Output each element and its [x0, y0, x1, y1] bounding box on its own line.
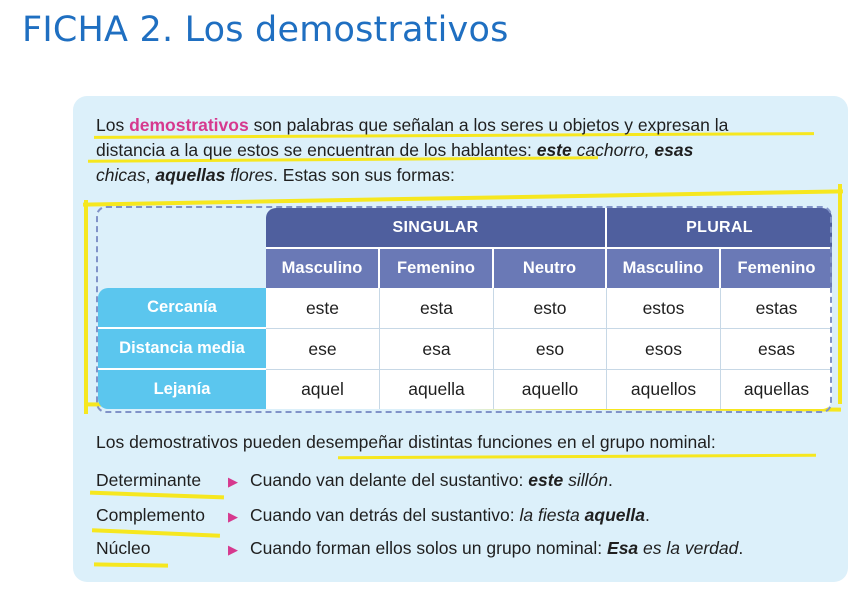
- table-cell: esos: [607, 329, 721, 370]
- function-term: Determinante: [96, 470, 202, 490]
- row-header: Lejanía: [98, 370, 266, 409]
- functions-intro: Los demostrativos pueden desempeñar distintas funciones en el grupo nominal:: [96, 432, 716, 452]
- function-item-nucleo: Núcleo ▶ Cuando forman ellos solos un grupo nominal: Esa es la verdad.: [96, 538, 744, 558]
- column-header: Masculino: [607, 247, 721, 288]
- table-row: [98, 288, 832, 329]
- row-header: Distancia media: [98, 329, 266, 370]
- triangle-right-icon: ▶: [228, 542, 238, 557]
- table-row: [98, 370, 832, 409]
- triangle-right-icon: ▶: [228, 509, 238, 524]
- group-header-singular: SINGULAR: [266, 208, 607, 247]
- function-term: Núcleo: [96, 538, 151, 558]
- function-item-complemento: Complemento ▶ Cuando van detrás del sustantivo: la fiesta aquella.: [96, 505, 650, 525]
- table-cell: aquellas: [721, 370, 832, 409]
- keyword-demostrativos: demostrativos: [129, 115, 249, 135]
- table-cell: esa: [380, 329, 494, 370]
- column-header: Masculino: [266, 247, 380, 288]
- table-cell: ese: [266, 329, 380, 370]
- column-header: Femenino: [380, 247, 494, 288]
- group-header-plural: PLURAL: [607, 208, 832, 247]
- function-item-determinante: Determinante ▶ Cuando van delante del sustantivo: este sillón.: [96, 470, 613, 490]
- table-cell: esto: [494, 288, 607, 329]
- function-term: Complemento: [96, 505, 205, 525]
- table-cell: eso: [494, 329, 607, 370]
- table-cell: estas: [721, 288, 832, 329]
- triangle-right-icon: ▶: [228, 474, 238, 489]
- highlight-mark: [84, 200, 88, 414]
- intro-paragraph: Los demostrativos son palabras que señalan a los seres u objetos y expresan la distancia a la que estos se encuentran de los hablantes: este cachorro, esas chicas, aquellas flores. Estas son sus formas:: [96, 115, 729, 185]
- table-cell: este: [266, 288, 380, 329]
- table-cell: aquello: [494, 370, 607, 409]
- table-cell: esas: [721, 329, 832, 370]
- highlight-mark: [838, 184, 842, 404]
- table-cell: esta: [380, 288, 494, 329]
- table-cell: aquellos: [607, 370, 721, 409]
- demonstratives-table: [98, 208, 832, 409]
- table-cell: aquel: [266, 370, 380, 409]
- column-header: Femenino: [721, 247, 832, 288]
- row-header: Cercanía: [98, 288, 266, 329]
- page-title: FICHA 2. Los demostrativos: [22, 10, 509, 50]
- table-cell: aquella: [380, 370, 494, 409]
- column-header: Neutro: [494, 247, 607, 288]
- table-row: [98, 329, 832, 370]
- table-cell: estos: [607, 288, 721, 329]
